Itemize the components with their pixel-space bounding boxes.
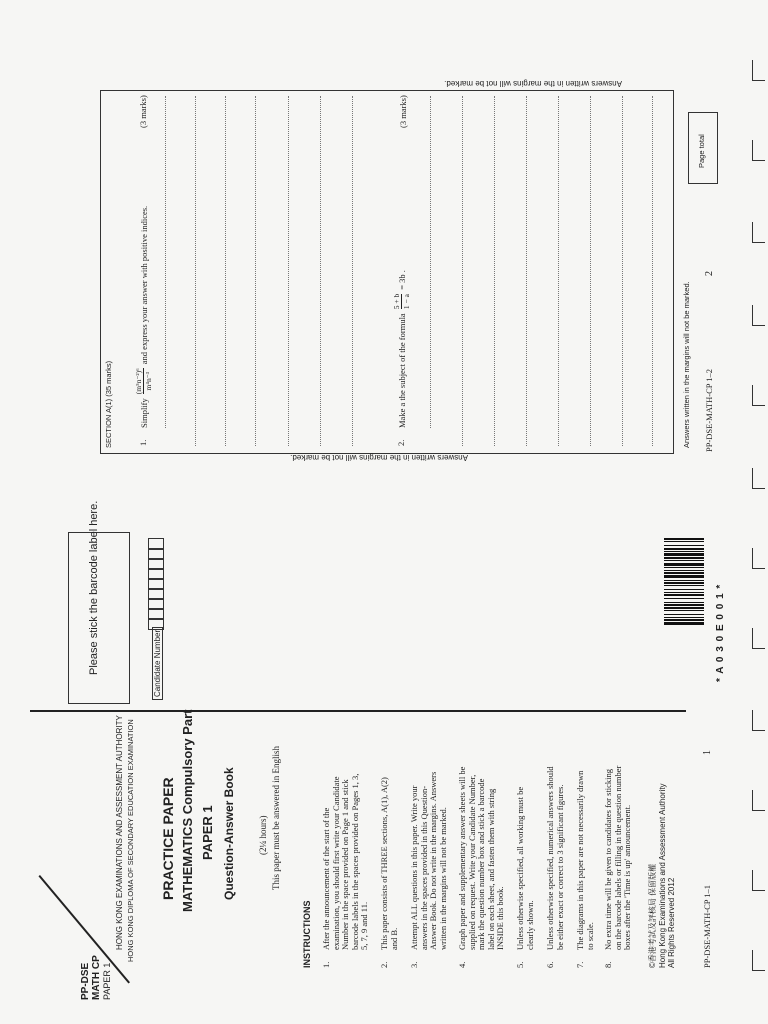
- barcode-bar: [664, 570, 704, 571]
- answer-line[interactable]: [652, 96, 653, 446]
- cover-page-number: 1: [702, 750, 713, 755]
- barcode-bar: [664, 575, 704, 578]
- instruction-4: 4. Graph paper and supplementary answer sheets will be supplied on request. Write your Candidate Number, mark the question number box and stick a barcode label on each sheet, and fasten them with string INSIDE this book.: [457, 766, 505, 968]
- instruction-6: 6. Unless otherwise specified, numerical answers should be either exact or correct to 3 significant figures.: [545, 766, 565, 968]
- answer-line[interactable]: [165, 96, 166, 428]
- section-heading: SECTION A(1) (35 marks): [104, 360, 113, 448]
- instruction-2: 2. This paper consists of THREE sections, A(1), A(2) and B.: [379, 777, 399, 968]
- barcode-bar: [664, 610, 704, 611]
- barcode-label-prompt: Please stick the barcode label here.: [88, 500, 100, 675]
- barcode-image: [664, 538, 704, 680]
- answer-line[interactable]: [320, 96, 321, 446]
- question-1-marks: (3 marks): [138, 95, 148, 128]
- barcode-bar: [664, 604, 704, 606]
- question-2-marks: (3 marks): [398, 95, 408, 128]
- barcode-bar: [664, 553, 704, 556]
- answer-line[interactable]: [526, 96, 527, 446]
- answer-line[interactable]: [255, 96, 256, 446]
- instruction-8: 8. No extra time will be given to candidates for sticking on the barcode labels or filling in the question number boxes after the 'Time is up' announcement.: [603, 765, 632, 968]
- authority-name: HONG KONG EXAMINATIONS AND ASSESSMENT AUTHORITY: [115, 715, 124, 950]
- barcode-bar: [664, 592, 704, 593]
- answer-line[interactable]: [225, 96, 226, 446]
- barcode-bar: [664, 614, 704, 615]
- answer-line[interactable]: [558, 96, 559, 446]
- language-note: This paper must be answered in English: [271, 746, 281, 890]
- instruction-3: 3. Attempt ALL questions in this paper. Write your answers in the spaces provided in this Question- Answer Book. Do not write in the margins. Answers written in the margins will not be marked.: [409, 771, 448, 968]
- answer-line[interactable]: [462, 96, 463, 446]
- candidate-number-label: Candidate Number: [152, 627, 163, 700]
- instructions-heading: INSTRUCTIONS: [302, 900, 312, 968]
- duration: (2¼ hours): [258, 815, 268, 855]
- answer-line[interactable]: [622, 96, 623, 446]
- page-total-label: Page total: [697, 134, 706, 168]
- barcode-bar: [664, 541, 704, 542]
- title-paper: PAPER 1: [200, 805, 215, 860]
- instruction-1: 1. After the announcement of the start of the examination, you should first write your Candidate Number in the space provided on Page 1 and stick barcode labels in the spaces provided on Pages 1, 3, 5, 7, 9 and 11.: [321, 773, 369, 968]
- barcode-bar: [664, 589, 704, 590]
- cover-divider-line: [30, 710, 686, 712]
- paper-code: PP-DSE MATH CP PAPER 1: [80, 955, 112, 1000]
- copyright-block: ©香港考試及評核局 保留版權 Hong Kong Examinations and Assessment Authority All Rights Reserved 2012: [648, 783, 676, 968]
- barcode-bar: [664, 598, 704, 599]
- barcode-bar: [664, 619, 704, 621]
- barcode-bar: [664, 538, 704, 540]
- barcode-bar: [664, 563, 704, 566]
- answer-line[interactable]: [195, 96, 196, 446]
- answer-line[interactable]: [288, 96, 289, 446]
- barcode-bar: [664, 557, 704, 559]
- instruction-5: 5. Unless otherwise specified, all working must be clearly shown.: [515, 786, 535, 968]
- barcode-bar: [664, 572, 704, 574]
- cover-footer-code: PP-DSE-MATH-CP 1–1: [702, 884, 712, 968]
- question-footer-code: PP-DSE-MATH-CP 1–2: [704, 368, 714, 452]
- candidate-box[interactable]: [148, 618, 164, 630]
- question-1-number: 1.: [138, 439, 148, 446]
- barcode-bar: [664, 607, 704, 609]
- title-subject: MATHEMATICS Compulsory Part: [180, 709, 195, 912]
- barcode-bar: [664, 617, 704, 618]
- barcode-bar: [664, 551, 704, 552]
- margin-note-middle: Answers written in the margins will not be marked.: [290, 453, 468, 462]
- barcode-bar: [664, 567, 704, 568]
- answer-line[interactable]: [352, 96, 353, 446]
- barcode-bar: [664, 582, 704, 584]
- title-practice: PRACTICE PAPER: [160, 777, 176, 900]
- barcode-bar: [664, 602, 704, 603]
- question-2-prompt: Make a the subject of the formula 5 + b 1 − a = 3b .: [392, 270, 411, 428]
- margin-note-top: Answers written in the margins will not be marked.: [444, 79, 622, 88]
- answer-line[interactable]: [494, 96, 495, 446]
- diploma-name: HONG KONG DIPLOMA OF SECONDARY EDUCATION EXAMINATION: [126, 719, 135, 962]
- barcode-bar: [664, 560, 704, 561]
- answer-line[interactable]: [590, 96, 591, 446]
- question-2-number: 2.: [396, 439, 406, 446]
- barcode-bar: [664, 548, 704, 550]
- barcode-bar: [664, 622, 704, 625]
- answer-line[interactable]: [430, 96, 431, 428]
- barcode-bar: [664, 545, 704, 546]
- instruction-7: 7. The diagrams in this paper are not necessarily drawn to scale.: [575, 770, 595, 968]
- barcode-bar: [664, 594, 704, 596]
- barcode-text: * A 0 3 0 E 0 0 1 *: [715, 583, 726, 682]
- margin-note-bottom: Answers written in the margins will not be marked.: [682, 281, 691, 448]
- barcode-bar: [664, 585, 704, 586]
- question-1-prompt: Simplify (m⁵n⁻²)⁶ m⁴n⁻³ and express your answer with positive indices.: [134, 205, 153, 428]
- barcode-bar: [664, 580, 704, 581]
- answer-area-frame: [100, 90, 674, 454]
- question-page-number: 2: [704, 271, 715, 276]
- title-book: Question-Answer Book: [222, 767, 236, 900]
